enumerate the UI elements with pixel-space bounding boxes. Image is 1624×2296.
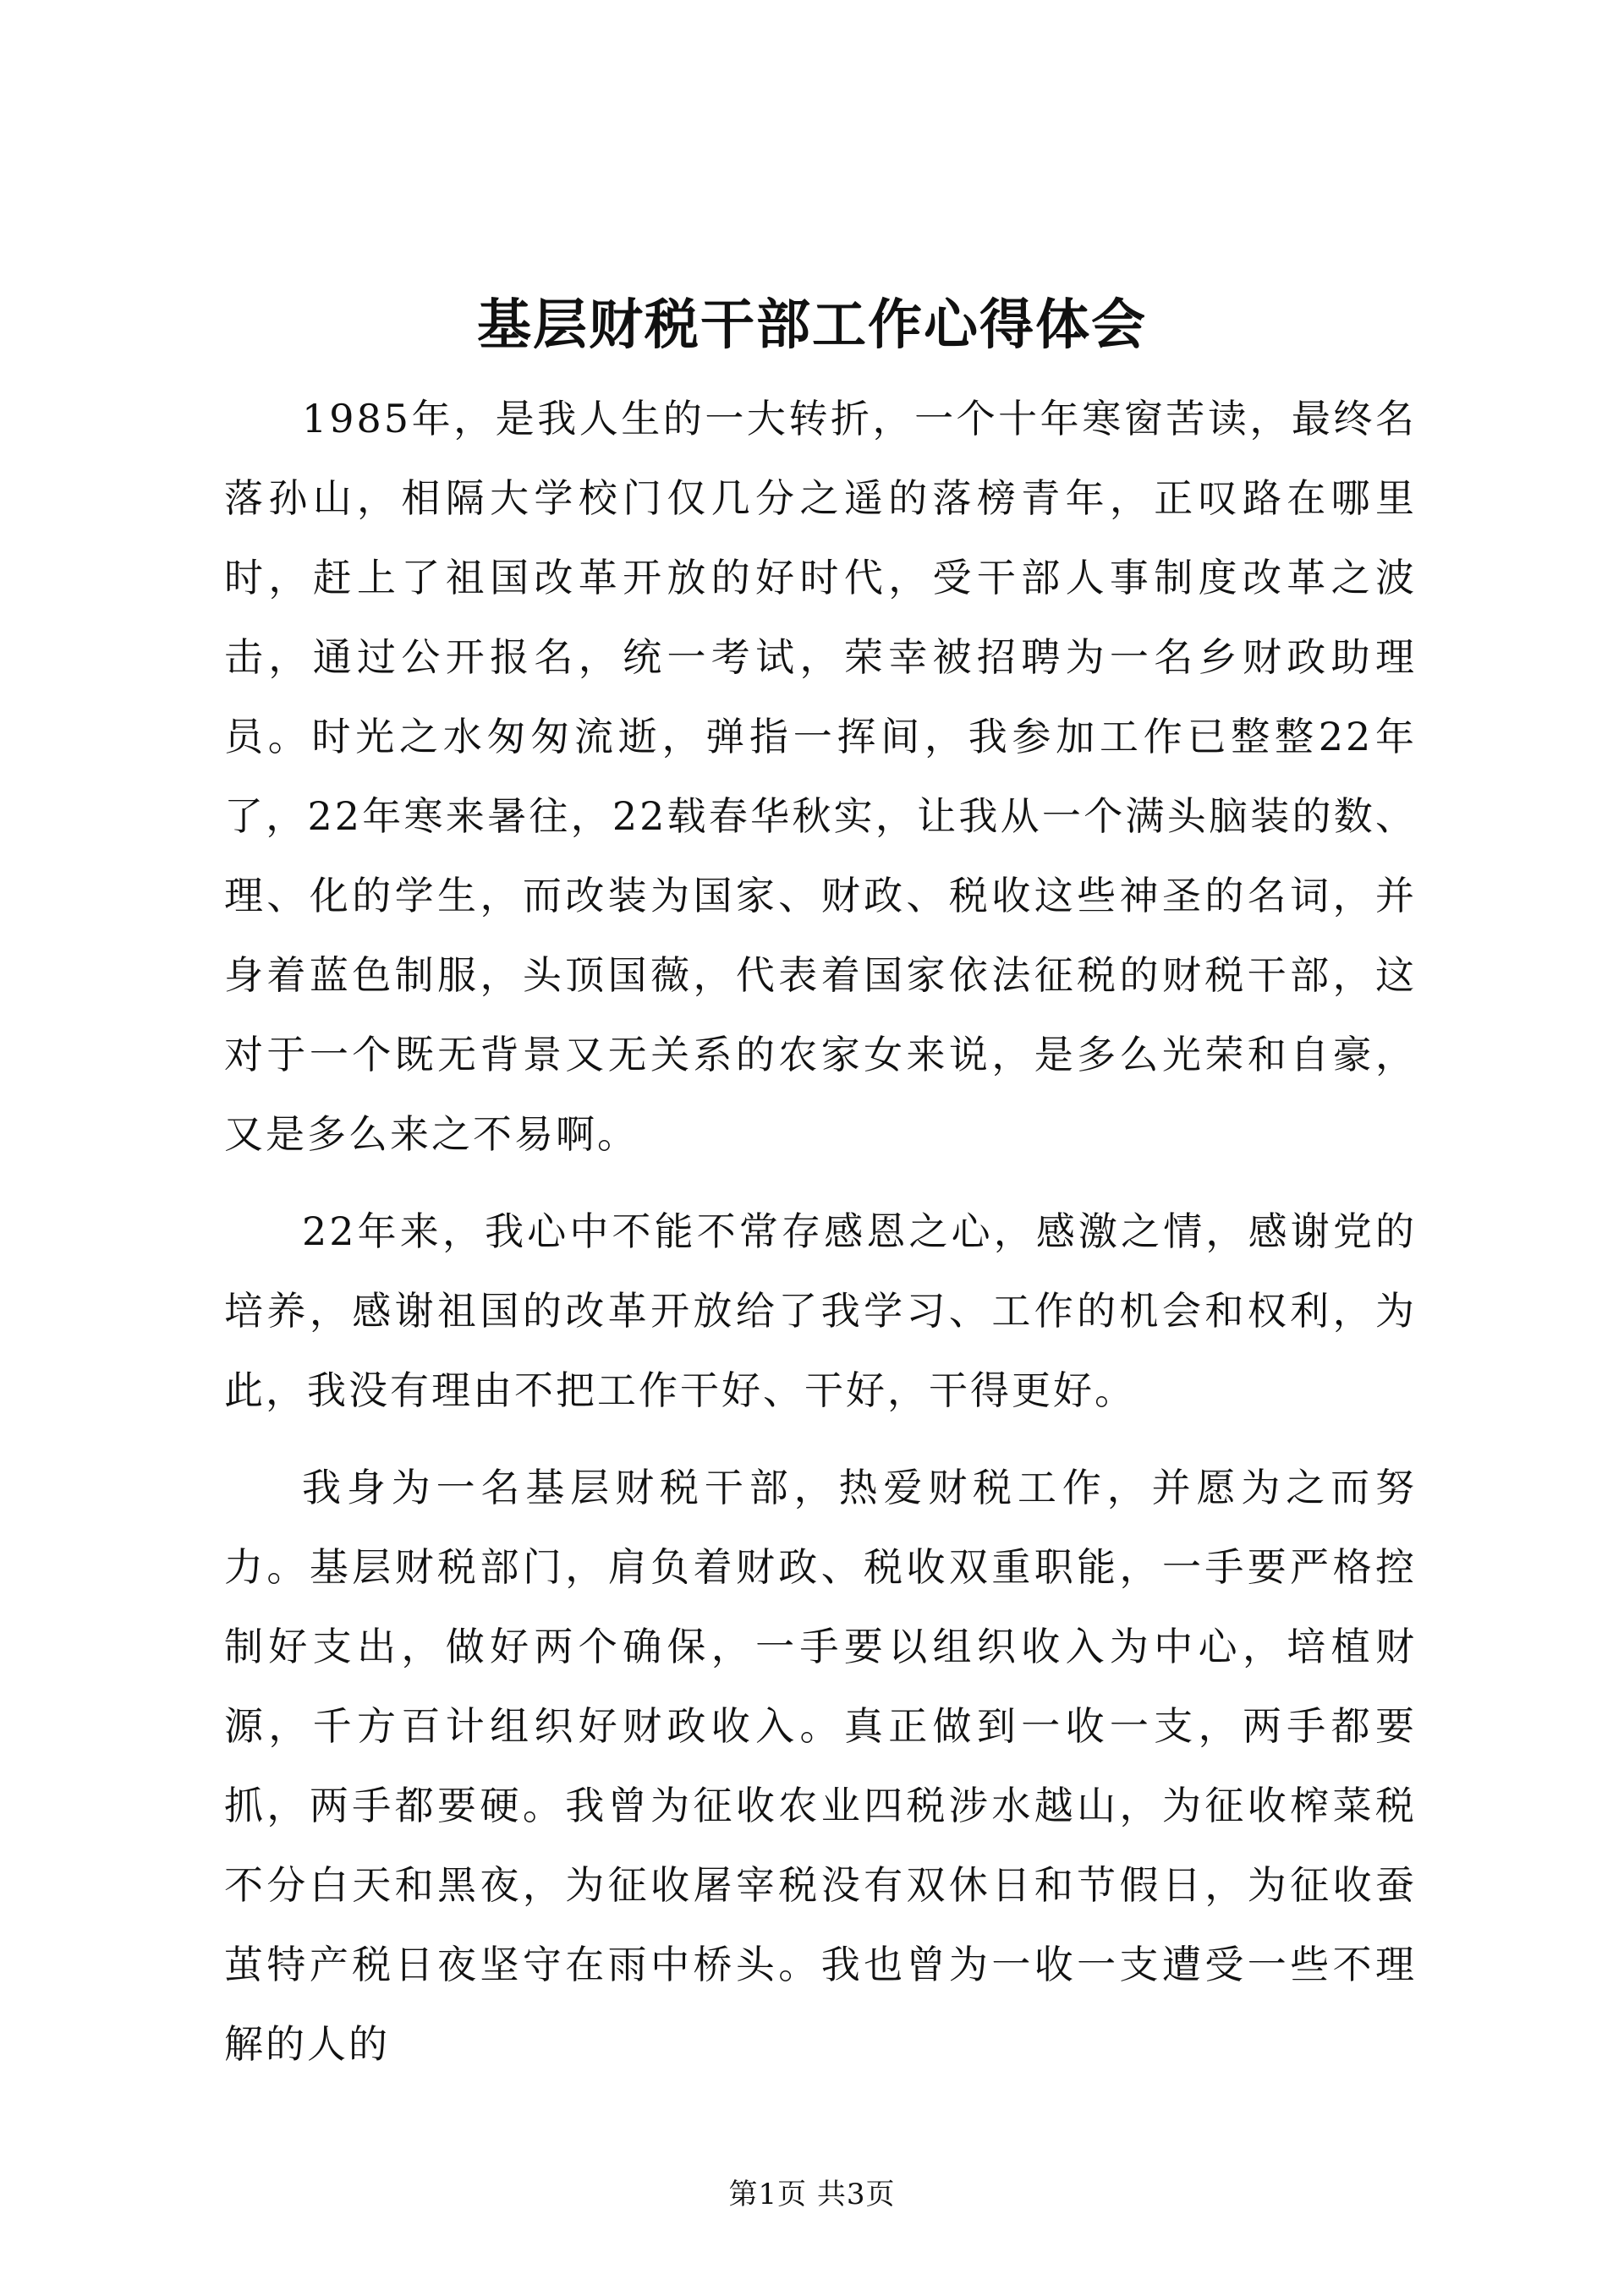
- paragraph-1: 1985年，是我人生的一大转折，一个十年寒窗苦读，最终名落孙山，相隔大学校门仅几分之遥的落榜青年，正叹路在哪里时，赶上了祖国改革开放的好时代，受干部人事制度改革之波击，通过公开报名，统一考试，荣幸被招聘为一名乡财政助理员。时光之水匆匆流逝，弹指一挥间，我参加工作已整整22年了，22年寒来暑往，22载春华秋实，让我从一个满头脑装的数、理、化的学生，而改装为国家、财政、税收这些神圣的名词，并身着蓝色制服，头顶国薇，代表着国家依法征税的财税干部，这对于一个既无背景又无关系的农家女来说，是多么光荣和自豪，又是多么来之不易啊。: [224, 396, 1417, 1157]
- page-number-footer: 第1页 共3页: [728, 2178, 896, 2211]
- paragraph-2: 22年来，我心中不能不常存感恩之心，感激之情，感谢党的培养，感谢祖国的改革开放给了我学习、工作的机会和权利，为此，我没有理由不把工作干好、干好，干得更好。: [224, 1208, 1417, 1413]
- document-body: [224, 379, 1417, 2101]
- document-title: 基层财税干部工作心得体会: [477, 293, 1147, 357]
- paragraph-3: 我身为一名基层财税干部，热爱财税工作，并愿为之而努力。基层财税部门，肩负着财政、税收双重职能，一手要严格控制好支出，做好两个确保，一手要以组织收入为中心，培植财源，千方百计组织好财政收入。真正做到一收一支，两手都要抓，两手都要硬。我曾为征收农业四税涉水越山，为征收榨菜税不分白天和黑夜，为征收屠宰税没有双休日和节假日，为征收蚕茧特产税日夜坚守在雨中桥头。我也曾为一收一支遭受一些不理解的人的: [224, 1465, 1417, 2067]
